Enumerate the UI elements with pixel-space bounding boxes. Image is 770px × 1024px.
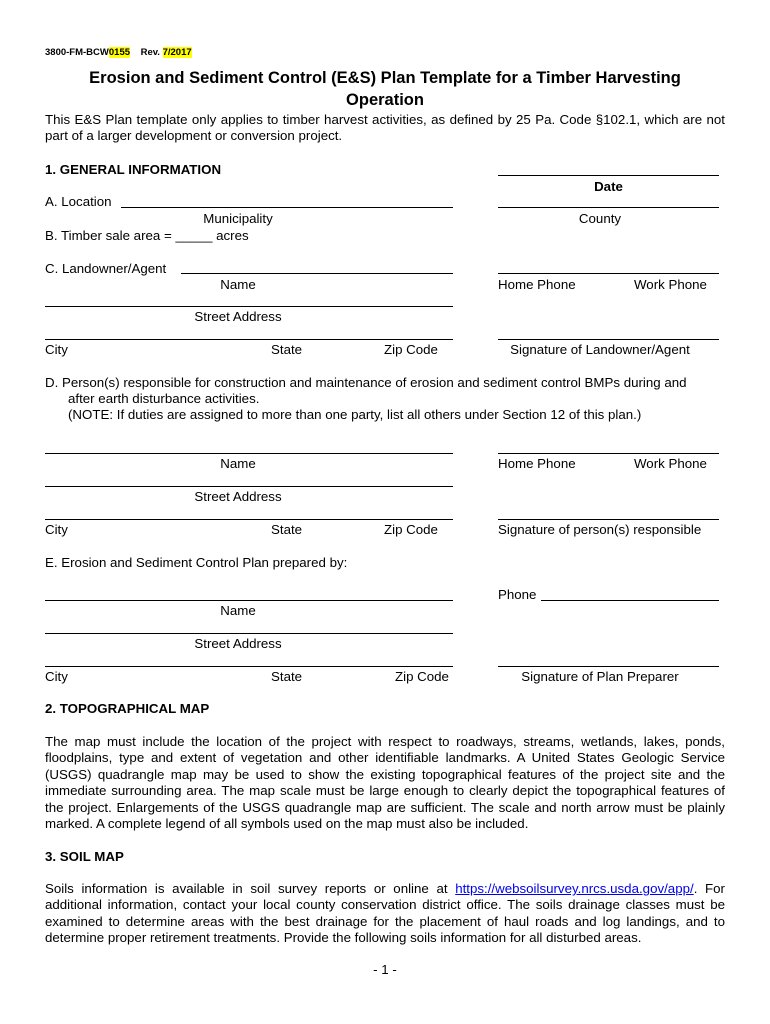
page-number: - 1 - [373,962,397,977]
responsible-signature-label: Signature of person(s) responsible [498,522,702,537]
landowner-home-phone-label: Home Phone [498,277,576,292]
landowner-state-label: State [271,342,303,357]
form-number [45,47,192,58]
municipality-label: Municipality [203,211,273,226]
preparer-city-label: City [45,669,68,684]
landowner-work-phone-label: Work Phone [634,277,707,292]
responsible-home-phone-label: Home Phone [498,456,576,471]
date-field-line[interactable] [498,175,719,176]
landowner-street-label: Street Address [194,309,282,324]
section-3-body [45,881,725,947]
e-label: E. Erosion and Sediment Control Plan prepared by: [45,555,348,570]
responsible-work-phone-label: Work Phone [634,456,707,471]
landowner-name-line[interactable] [181,273,453,274]
preparer-phone-label: Phone [498,587,537,602]
title-line-2: Operation [346,91,424,109]
section-2-heading: 2. TOPOGRAPHICAL MAP [45,701,210,716]
location-label: A. Location [45,194,112,209]
responsible-phone-line[interactable] [498,453,719,454]
preparer-street-label: Street Address [194,636,282,651]
responsible-street-label: Street Address [194,489,282,504]
d-text-line-2: after earth disturbance activities. [68,391,260,406]
section-3-heading: 3. SOIL MAP [45,849,124,864]
preparer-name-line[interactable] [45,600,453,601]
preparer-zip-label: Zip Code [395,669,449,684]
preparer-street-line[interactable] [45,633,453,634]
responsible-signature-line[interactable] [498,519,719,520]
section-2-body: The map must include the location of the project with respect to roadways, streams, wetlands, lakes, ponds, floodplains, type and extent of vegetation and other identifiable landmarks. A United States Geologic Service (USGS) quadrangle map may be used to show the existing topographical features of the project site and the immediate surrounding area. The map scale must be large enough to clearly depict the topographical features of the project. Enlargements of the USGS quadrangle map are sufficient. The scale and north arrow must be plainly marked. A complete legend of all symbols used on the map must also be included. [45,734,725,832]
form-number-highlight: 0155 [108,47,131,58]
location-field-line[interactable] [121,207,453,208]
landowner-label: C. Landowner/Agent [45,261,167,276]
title-line-1: Erosion and Sediment Control (E&S) Plan Template for a Timber Harvesting [89,69,681,87]
section-3-body-start: Soils information is available in soil survey reports or online at [45,881,456,896]
landowner-signature-label: Signature of Landowner/Agent [510,342,690,357]
responsible-zip-label: Zip Code [384,522,438,537]
responsible-city-line[interactable] [45,519,453,520]
date-label: Date [594,179,623,194]
responsible-state-label: State [271,522,303,537]
responsible-name-line[interactable] [45,453,453,454]
landowner-phone-line[interactable] [498,273,719,274]
preparer-name-label: Name [220,603,256,618]
preparer-state-label: State [271,669,303,684]
d-note: (NOTE: If duties are assigned to more than one party, list all others under Section 12 of this plan.) [68,407,642,422]
form-prefix: 3800-FM-BCW [45,47,109,58]
websoilsurvey-link[interactable]: https://websoilsurvey.nrcs.usda.gov/app/ [455,881,694,896]
d-text-line-1: D. Person(s) responsible for construction and maintenance of erosion and sediment control BMPs during and [45,375,687,390]
rev-date: 7/2017 [162,47,192,58]
landowner-name-label: Name [220,277,256,292]
section-1-heading: 1. GENERAL INFORMATION [45,162,222,177]
landowner-city-label: City [45,342,68,357]
landowner-street-line[interactable] [45,306,453,307]
page-title [0,67,770,111]
county-label: County [578,211,622,226]
county-field-line[interactable] [498,207,719,208]
responsible-street-line[interactable] [45,486,453,487]
landowner-signature-line[interactable] [498,339,719,340]
landowner-zip-label: Zip Code [384,342,438,357]
preparer-signature-label: Signature of Plan Preparer [521,669,679,684]
intro-text: This E&S Plan template only applies to timber harvest activities, as defined by 25 Pa. Code §102.1, which are not part of a larger development or conversion project. [45,112,725,144]
responsible-city-label: City [45,522,68,537]
rev-label: Rev. [140,47,160,58]
section-3-body-end: . For additional information, contact your local county conservation district office. The soils drainage classes must be examined to determine areas with the best drainage for the placement of haul roads and log landings, and to determine proper retirement treatments. Provide the following soils information for all disturbed areas. [45,881,725,946]
preparer-phone-line[interactable] [541,600,719,601]
preparer-signature-line[interactable] [498,666,719,667]
preparer-city-line[interactable] [45,666,453,667]
landowner-city-line[interactable] [45,339,453,340]
responsible-name-label: Name [220,456,256,471]
timber-sale-area: B. Timber sale area = _____ acres [45,228,249,243]
